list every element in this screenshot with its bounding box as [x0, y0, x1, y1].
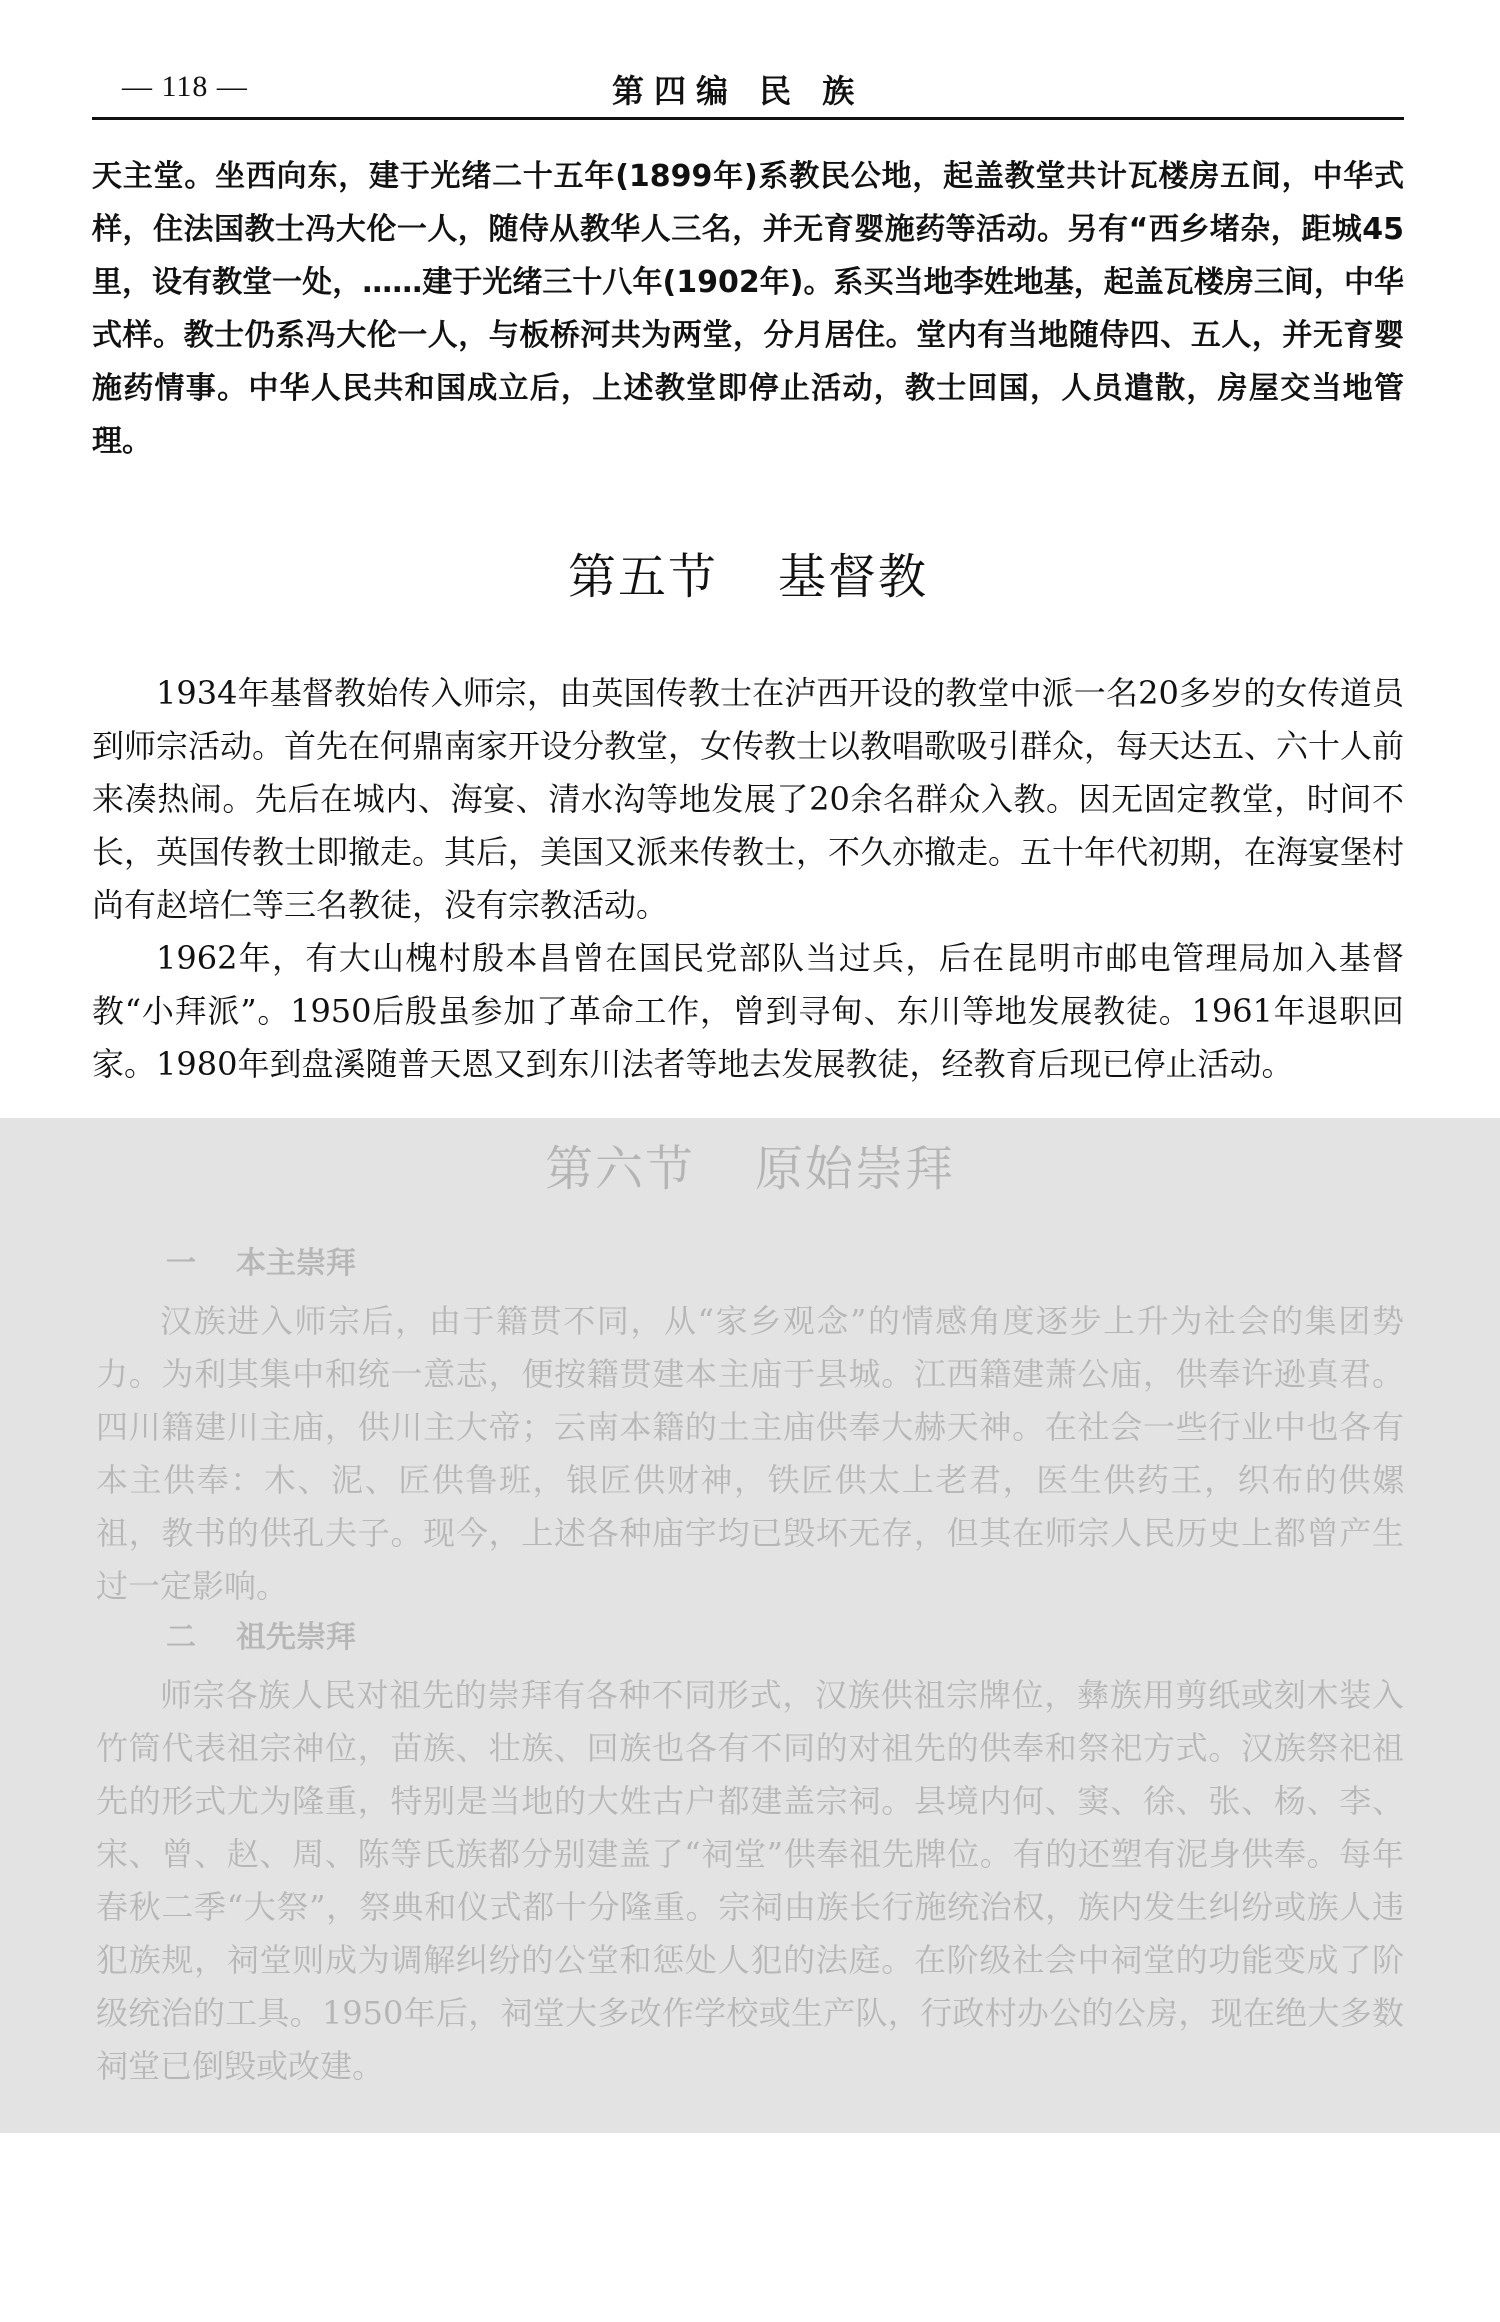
- section6-title-text: 原始崇拜: [755, 1141, 956, 1197]
- subsection-1-title: 本主崇拜: [236, 1246, 356, 1281]
- subsection-2-text: 师宗各族人民对祖先的崇拜有各种不同形式，汉族供祖宗牌位，彝族用剪纸或刻木装入竹筒代表祖宗神位，苗族、壮族、回族也各有不同的对祖先的供奉和祭祀方式。汉族祭祀祖先的形式尤为隆重，特别是当地的大姓古户都建盖宗祠。县境内何、窦、徐、张、杨、李、宋、曾、赵、周、陈等氏族都分别建盖了“祠堂”供奉祖先牌位。有的还塑有泥身供奉。每年春秋二季“大祭”，祭典和仪式都十分隆重。宗祠由族长行施统治权，族内发生纠纷或族人违犯族规，祠堂则成为调解纠纷的公堂和惩处人犯的法庭。在阶级社会中祠堂的功能变成了阶级统治的工具。1950年后，祠堂大多改作学校或生产队，行政村办公的公房，现在绝大多数祠堂已倒毁或改建。: [96, 1676, 1404, 2085]
- section6-content: [96, 1130, 1404, 2093]
- subsection-2-num: 二: [166, 1620, 196, 1655]
- page-header: [92, 62, 1404, 118]
- section5-title: [92, 538, 1404, 607]
- subsection-2-title: 祖先崇拜: [236, 1620, 356, 1655]
- section5-paragraph-2: 1962年，有大山槐村殷本昌曾在国民党部队当过兵，后在昆明市邮电管理局加入基督教“小拜派”。1950后殷虽参加了革命工作，曾到寻甸、东川等地发展教徒。1961年退职回家。1980年到盘溪随普天恩又到东川法者等地去发展教徒，经教育后现已停止活动。: [92, 939, 1404, 1083]
- subsection-1-text: 汉族进入师宗后，由于籍贯不同，从“家乡观念”的情感角度逐步上升为社会的集团势力。为利其集中和统一意志，便按籍贯建本主庙于县城。江西籍建萧公庙，供奉许逊真君。四川籍建川主庙，供川主大帝；云南本籍的土主庙供奉大赫天神。在社会一些行业中也各有本主供奉：木、泥、匠供鲁班，银匠供财神，铁匠供太上老君，医生供药王，织布的供嫘祖，教书的供孔夫子。现今，上述各种庙宇均已毁坏无存，但其在师宗人民历史上都曾产生过一定影响。: [96, 1302, 1404, 1605]
- section6-title-num: 第六节: [544, 1141, 695, 1197]
- header-rule: [92, 117, 1404, 120]
- page-number: — 118 —: [122, 70, 248, 103]
- subsection-2-heading: [166, 1613, 1404, 1663]
- subsection-1-num: 一: [166, 1246, 196, 1281]
- section6-title: [96, 1130, 1404, 1199]
- section5-title-num: 第五节: [567, 549, 718, 605]
- intro-paragraph: 天主堂。坐西向东，建于光绪二十五年(1899年)系教民公地，起盖教堂共计瓦楼房五间，中华式样，住法国教士冯大伦一人，随侍从教华人三名，并无育婴施药等活动。另有“西乡堵杂，距城45里，设有教堂一处，……建于光绪三十八年(1902年)。系买当地李姓地基，起盖瓦楼房三间，中华式样。教士仍系冯大伦一人，与板桥河共为两堂，分月居住。堂内有当地随侍四、五人，并无育婴施药情事。中华人民共和国成立后，上述教堂即停止活动，教士回国，人员遣散，房屋交当地管理。: [92, 159, 1404, 459]
- section5-paragraph-1: 1934年基督教始传入师宗，由英国传教士在泸西开设的教堂中派一名20多岁的女传道员到师宗活动。首先在何鼎南家开设分教堂，女传教士以教唱歌吸引群众，每天达五、六十人前来凑热闹。先后在城内、海宴、清水沟等地发展了20余名群众入教。因无固定教堂，时间不长，英国传教士即撤走。其后，美国又派来传教士，不久亦撤走。五十年代初期，在海宴堡村尚有赵培仁等三名教徒，没有宗教活动。: [92, 674, 1405, 924]
- subsection-1-heading: [166, 1239, 1404, 1289]
- main-content: [92, 150, 1404, 1091]
- section5-title-text: 基督教: [778, 549, 929, 605]
- running-head: 第四编 民 族: [612, 72, 865, 110]
